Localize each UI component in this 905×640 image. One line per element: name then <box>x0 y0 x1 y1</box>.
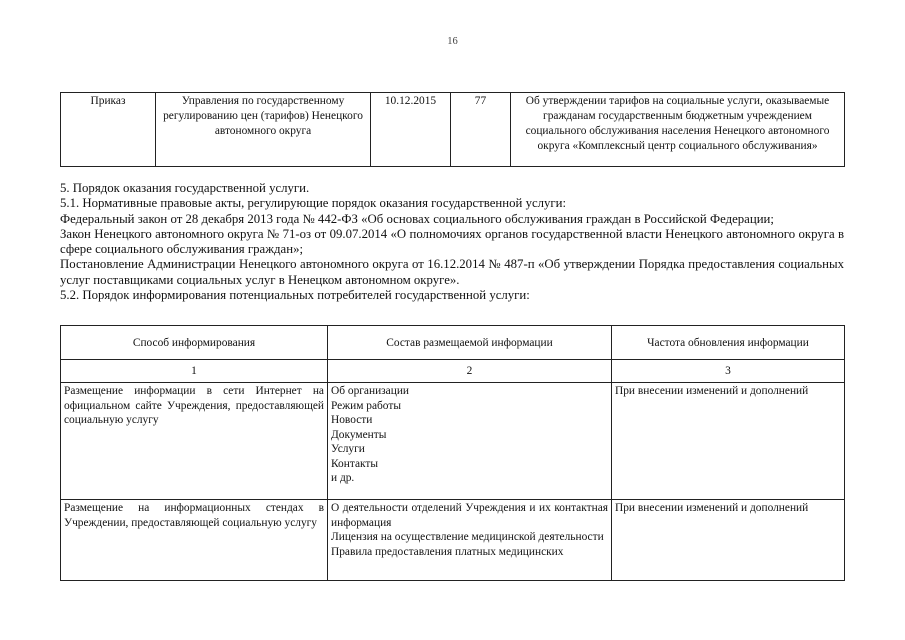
table-number-row <box>61 360 845 383</box>
section-heading: 5.2. Порядок информирования потенциальных потребителей государственной услуги: <box>60 288 530 303</box>
column-number: 2 <box>328 360 612 383</box>
list-item: Правила предоставления платных медицинских <box>331 545 564 558</box>
list-item: Услуги <box>331 443 365 455</box>
paragraph: Постановление Администрации Ненецкого автономного округа от 16.12.2014 № 487-п «Об утверждении Порядка предоставления социальных услуг поставщиками социальных услуг в Ненецком автономном округе». <box>60 257 844 287</box>
page-number: 16 <box>447 36 458 47</box>
content-cell <box>328 383 612 500</box>
body-text <box>60 181 844 303</box>
column-number: 1 <box>61 360 328 383</box>
list-item: Об организации <box>331 385 410 397</box>
list-item: Контакты <box>331 457 379 470</box>
column-header: Состав размещаемой информации <box>328 326 612 360</box>
paragraph: Федеральный закон от 28 декабря 2013 года № 442-ФЗ «Об основах социального обслуживания граждан в Российской Федерации; <box>60 211 774 226</box>
info-table <box>60 325 845 581</box>
list-item: и др. <box>331 472 355 484</box>
list-item: Документы <box>331 428 387 441</box>
order-number-cell: 77 <box>451 93 511 167</box>
column-number: 3 <box>612 360 845 383</box>
list-item: Новости <box>331 414 373 426</box>
order-title-cell: Об утверждении тарифов на социальные услуги, оказываемые гражданам государственным бюджетным учреждением социального обслуживания населения Ненецкого автономного округа «Комплексный центр социального обслуживания» <box>511 93 845 167</box>
table-row <box>61 383 845 500</box>
method-cell: Размещение на информационных стендах в Учреждении, предоставляющей социальную услугу <box>61 500 328 581</box>
order-date-cell: 10.12.2015 <box>371 93 451 167</box>
section-heading: 5. Порядок оказания государственной услуги. <box>60 181 310 195</box>
order-table <box>60 92 845 167</box>
paragraph: Закон Ненецкого автономного округа № 71-оз от 09.07.2014 «О полномочиях органов государственной власти Ненецкого автономного округа в сфере социального обслуживания граждан»; <box>60 226 844 257</box>
table-header-row <box>61 326 845 360</box>
column-header: Способ информирования <box>61 326 328 360</box>
frequency-cell: При внесении изменений и дополнений <box>612 500 845 581</box>
content-cell <box>328 500 612 581</box>
column-header: Частота обновления информации <box>612 326 845 360</box>
section-heading: 5.1. Нормативные правовые акты, регулирующие порядок оказания государственной услуги: <box>60 196 567 211</box>
table-row <box>61 93 845 167</box>
frequency-cell: При внесении изменений и дополнений <box>612 383 845 500</box>
list-item: О деятельности отделений Учреждения и их контактная информация <box>331 502 608 529</box>
table-row <box>61 500 845 581</box>
list-item: Лицензия на осуществление медицинской деятельности <box>331 531 604 543</box>
list-item: Режим работы <box>331 399 401 412</box>
order-type-cell: Приказ <box>61 93 156 167</box>
method-cell: Размещение информации в сети Интернет на официальном сайте Учреждения, предоставляющей социальную услугу <box>61 383 328 500</box>
order-issuer-cell: Управления по государственному регулированию цен (тарифов) Ненецкого автономного округа <box>156 93 371 167</box>
